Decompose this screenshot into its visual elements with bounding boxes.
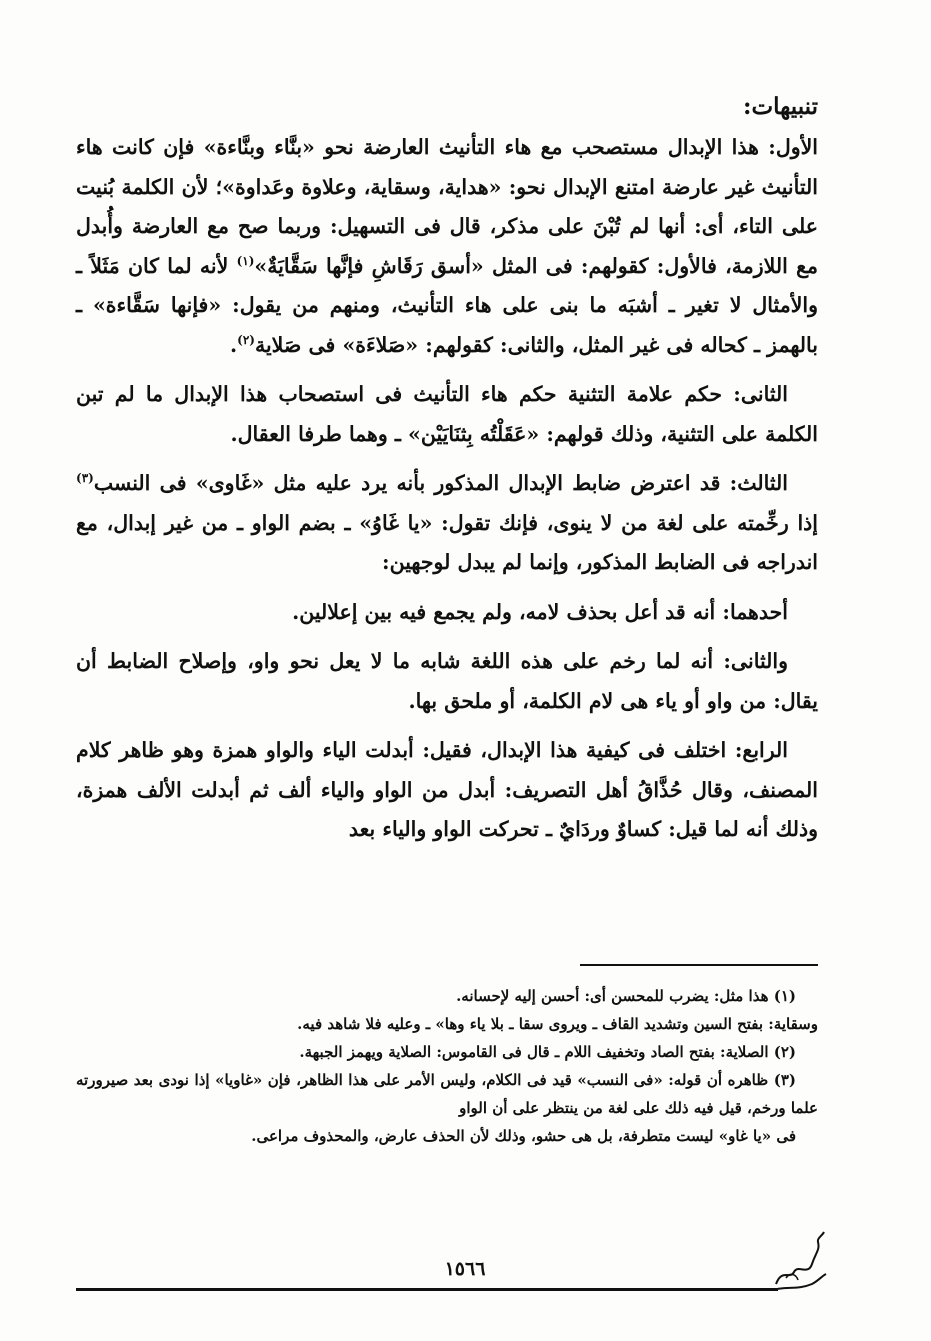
footnote-1-continued: وسقاية: بفتح السين وتشديد القاف ـ ويروى سقا ـ بلا ياء وها» ـ وعليه فلا شاهد فيه.	[297, 1015, 818, 1033]
paragraph-lead: الأول:	[768, 135, 818, 159]
paragraph-second-reason	[76, 642, 818, 721]
footnote-1: (١) هذا مثل: يضرب للمحسن أى: أحسن إليه لإحسانه.	[456, 987, 796, 1005]
paragraph-lead: أحدهما:	[722, 599, 788, 624]
paragraph-text: حكم علامة التثنية حكم هاء التأنيث فى استصحاب هذا الإبدال ما لم تبن الكلمة على التثنية، وذلك قولهم: «عَقَلْتُه بِثنَايَيْن» ـ وهما طرفا العقال.	[76, 382, 818, 446]
paragraph-lead: والثانى:	[723, 649, 788, 673]
paragraph-text: .	[230, 332, 238, 357]
paragraph-lead: الثانى:	[733, 382, 788, 406]
paragraph-first	[76, 128, 818, 365]
paragraph-text: قد اعترض ضابط الإبدال المذكور بأنه يرد عليه مثل «غَاوى» فى النسب	[93, 471, 730, 495]
paragraph-fourth	[76, 731, 818, 850]
bottom-rule	[76, 1288, 778, 1291]
footnote-2: (٢) الصلاية: بفتح الصاد وتخفيف اللام ـ قال فى القاموس: الصلاية ويهمز الجبهة.	[299, 1043, 796, 1061]
footnote-3: (٣) ظاهره أن قوله: «فى النسب» قيد فى الكلام، وليس الأمر على هذا الظاهر، فإن «غاويا» إذا نودى بعد صيرورته علما ورخم، قيل فيه ذلك على لغة من ينتظر على أن الواو	[76, 1071, 818, 1117]
paragraph-lead: الثالث:	[729, 471, 788, 495]
paragraph-text: أنه لما رخم على هذه اللغة شابه ما لا يعل نحو واو، وإصلاح الضابط أن يقال: من واو أو ياء هى لام الكلمة، أو ملحق بها.	[76, 649, 818, 713]
footnotes	[76, 982, 818, 1150]
page-number: ١٥٦٦	[444, 1258, 486, 1280]
paragraph-text: هذا الإبدال مستصحب مع هاء التأنيث العارضة نحو «بنَّاء وبنَّاءة» فإن كانت هاء التأنيث غير عارضة امتنع الإبدال نحو: «هداية، وسقاية، وعلاوة وعَداوة»؛ لأن الكلمة بُنيت على التاء، أى: أنها لم تُبْنَ على مذكر، قال فى التسهيل: وربما صح مع العارضة وأُبدل مع اللازمة، فالأول: كقولهم: فى المثل «أسق رَقَاشِ فإنَّها سَقَّايَةٌ»	[76, 135, 818, 278]
paragraph-text: اختلف فى كيفية هذا الإبدال، فقيل: أبدلت الياء والواو همزة وهو ظاهر كلام المصنف، وقال حُذَّاقُ أهل التصريف: أبدل من الواو والياء ألف ثم أبدلت الألف همزة، وذلك أنه لما قيل: كساوٌ وردَايٌ ـ تحركت الواو والياء بعد	[76, 738, 818, 841]
paragraph-third	[76, 464, 818, 583]
paragraph-lead: الرابع:	[734, 738, 788, 762]
footnote-ref[interactable]: (٢)	[237, 332, 255, 347]
paragraph-text: إذا رخِّمته على لغة من لا ينوى، فإنك تقول: «يا غَاوُ» ـ بضم الواو ـ من غير إبدال، مع اندراجه فى الضابط المذكور، وإنما لم يبدل لوجهين:	[76, 510, 818, 574]
paragraph-text: لأنه لما كان مَثَلاً ـ والأمثال لا تغير ـ أشبَه ما بنى على هاء التأنيث، ومنهم من يقول: «فإنها سَقَّاءة» ـ بالهمز ـ كحاله فى غير المثل، والثانى: كقولهم: «صَلاءَة» فى صَلاية	[76, 253, 818, 357]
paragraph-text: أنه قد أعل بحذف لامه، ولم يجمع فيه بين إعلالين.	[292, 599, 723, 624]
footnote-3-continued: فى «يا غاو» ليست متطرفة، بل هى حشو، وذلك لأن الحذف عارض، والمحذوف مراعى.	[251, 1127, 796, 1145]
footnote-separator	[580, 964, 818, 966]
paragraph-second	[76, 375, 818, 454]
section-heading: تنبيهات:	[743, 93, 818, 120]
paragraph-first-reason	[76, 593, 818, 633]
main-text	[76, 88, 818, 860]
footnote-ref[interactable]: (١)	[236, 253, 255, 268]
footnote-ref[interactable]: (٣)	[76, 471, 94, 486]
